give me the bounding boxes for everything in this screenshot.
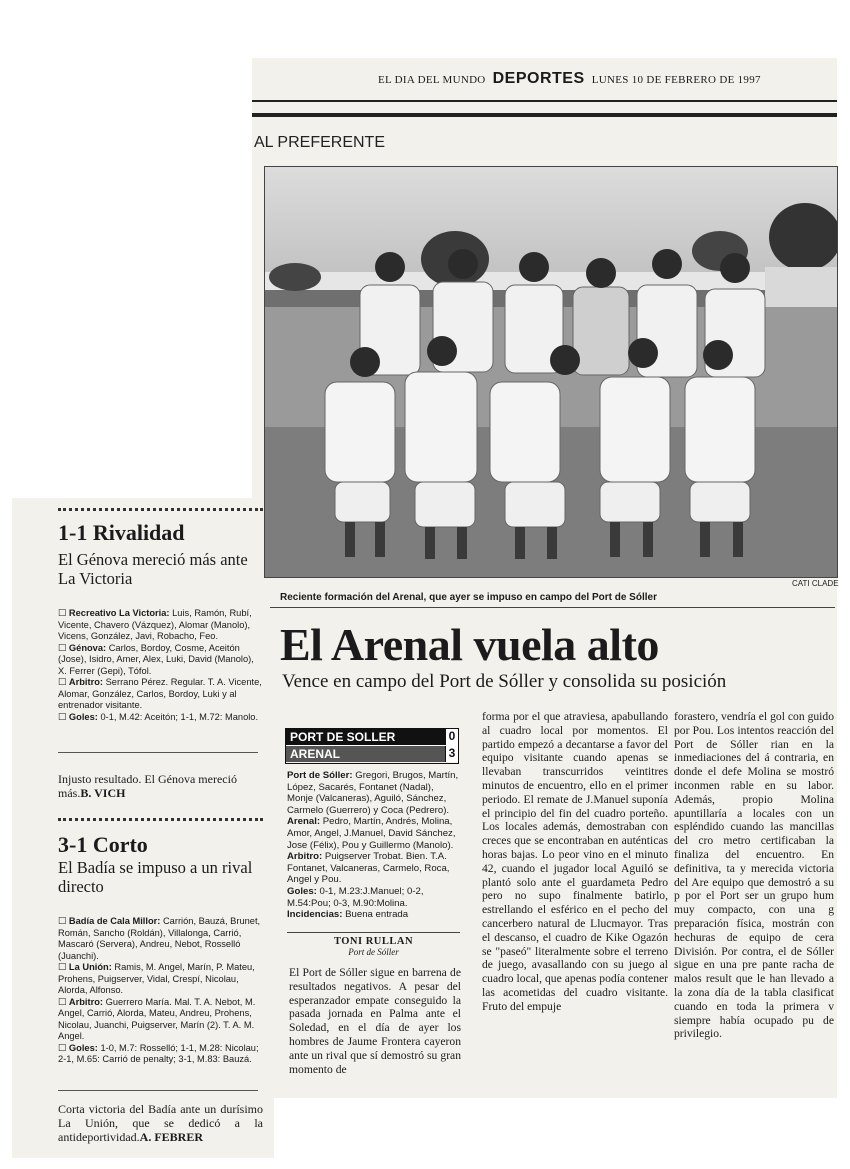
match1-author: B. VICH bbox=[80, 786, 126, 800]
paper-name: EL DIA DEL MUNDO bbox=[378, 74, 486, 86]
match-lineups bbox=[287, 770, 460, 921]
body-column-1: El Port de Sóller sigue en barrena de resultados negativos. A pesar del esperanzador empate conseguido la pasada jornada en Palma ante el Soledad, en el día de ayer los hombres de Jaume Frontera cayeron ante un rival que sí demostró su gran momento de bbox=[289, 966, 461, 1076]
incidents-line: Incidencias: Buena entrada bbox=[287, 909, 409, 921]
sidebar-rule bbox=[58, 752, 258, 753]
match1-line: ☐ Recreativo La Victoria: Luis, Ramón, Rubí, Vicente, Chavero (Vázquez), Alomar (Manolo), Vicens, González, Javi, Robacho, Feo. bbox=[58, 608, 252, 641]
header-thick-rule bbox=[252, 113, 837, 117]
match2-line: ☐ La Unión: Ramis, M. Angel, Marín, P. Mateu, Prohens, Puigserver, Vidal, Crespí, Nicolau, Alorda, Alfonso. bbox=[58, 962, 255, 995]
match1-details bbox=[58, 608, 263, 723]
team-photo bbox=[264, 166, 838, 578]
photo-caption: Reciente formación del Arenal, que ayer se impuso en campo del Port de Sóller bbox=[280, 592, 657, 603]
home-team: PORT DE SOLLER bbox=[290, 730, 396, 744]
photo-credit: CATI CLADE bbox=[792, 579, 839, 588]
home-goals: 0 bbox=[445, 729, 458, 745]
scoreboard-home-row bbox=[286, 729, 458, 745]
byline bbox=[287, 936, 460, 957]
match2-subtitle: El Badía se impuso a un rival directo bbox=[58, 858, 253, 896]
section-kicker: AL PREFERENTE bbox=[254, 134, 385, 151]
subheadline: Vence en campo del Port de Sóller y consolida su posición bbox=[282, 671, 727, 692]
match2-title: 3-1 Corto bbox=[58, 832, 148, 857]
sidebar-rule bbox=[58, 1090, 258, 1091]
away-team: ARENAL bbox=[290, 747, 340, 761]
match1-title: 1-1 Rivalidad bbox=[58, 520, 185, 545]
away-lineup: Arenal: Pedro, Martín, Andrés, Molina, Amor, Angel, J.Manuel, David Sánchez, Jose (Félix), Pou y Guillermo (Manolo). bbox=[287, 816, 456, 851]
author-location: Port de Sóller bbox=[348, 947, 399, 957]
body-column-2: forma por el que atraviesa, apabullando al cuadro local por momentos. El partido empezó a decantarse a favor del equipo visitante cuando apenas se llevaban transcurridos veintitres minutos de encuentro, ello en el primer periodo. El remate de J.Manuel suponía el principio del fin del cuadro porteño. Los locales además, demostraban con creces que se encontraban en auténticas horas bajas. Lo peor vino en el minuto 42, cuando el jugador local Aguiló se plantó solo ante el guardameta Pedro pero no supo finalmente batirlo, estrellando el esférico en el pecho del cancerbero natural de Llucmayor. Tras el descanso, el cuadro de Kike Ogazón se "paseó" literalmente sobre el terreno de juego, avasallando con su juego al cuadro local, que apenas podía contener las acometidas del cuadro visitante. Fruto del empuje bbox=[482, 710, 668, 1013]
dotted-divider bbox=[58, 508, 263, 511]
scoreboard bbox=[285, 728, 459, 764]
match1-line: ☐ Goles: 0-1, M.42: Aceitón; 1-1, M.72: Manolo. bbox=[58, 711, 259, 722]
match2-line: ☐ Goles: 1-0, M.7: Rosselló; 1-1, M.28: Nicolau; 2-1, M.65: Carrió de penalty; 3-1, M.83: Bauzá. bbox=[58, 1042, 259, 1064]
dotted-divider bbox=[58, 818, 263, 821]
team-photo-illustration bbox=[265, 167, 837, 577]
away-goals: 3 bbox=[445, 746, 458, 762]
issue-date: LUNES 10 DE FEBRERO DE 1997 bbox=[591, 74, 761, 86]
match2-author: A. FEBRER bbox=[139, 1130, 203, 1144]
byline-rule bbox=[287, 932, 460, 933]
headline: El Arenal vuela alto bbox=[280, 619, 659, 670]
scoreboard-away-row bbox=[286, 745, 458, 762]
match1-note: Injusto resultado. El Génova mereció más.B. VICH bbox=[58, 772, 237, 800]
referee-line: Arbitro: Puigserver Trobat. Bien. T.A. Fontanet, Valcaneras, Carmelo, Roca, Angel y Pou. bbox=[287, 851, 450, 886]
match1-line: ☐ Génova: Carlos, Bordoy, Cosme, Aceitón (Jose), Isidro, Amer, Alex, Luki, David (Manolo), X. Ferrer (Gepi), Tófol. bbox=[58, 642, 254, 676]
match2-note: Corta victoria del Badía ante un durísimo La Unión, que se dedicó a la antideportividad.A. FEBRER bbox=[58, 1102, 263, 1144]
match1-subtitle: El Génova mereció más ante La Victoria bbox=[58, 550, 248, 588]
goals-line: Goles: 0-1, M.23:J.Manuel; 0-2, M.54:Pou; 0-3, M.90:Molina. bbox=[287, 885, 424, 909]
match2-line: ☐ Arbitro: Guerrero María. Mal. T. A. Nebot, M. Angel, Carrió, Alorda, Mateu, Andreu, Prohens, Nicolau, Juanchi, Puigserver, Marín (2). T. A. M. Angel. bbox=[58, 996, 256, 1041]
body-column-3: forastero, vendría el gol con guido por Pou. Los intentos reacción del Port de Sóller rian en la inmediaciones del á contraria, en donde el defe Molina se mostró inconmen rable en su labor. Además, propio Molina apuntillaría a locales con un espléndido cuando las mancillas del cro metro certificaban la finaliza del encuentro. En definitiva, ta y merecida victoria del Are equipo que demostró a su p por el Port ser un grupo hum muy compacto, con una g preparación física, mostrán con hechuras de equipo de cera División. Por contra, el de Sóller sigue en una pre pante racha de malos result que le han llevado a la zona día de la tabla clasificat cuando en toda la primera v siempre había ocupado pu de privilegio. bbox=[674, 710, 834, 1041]
page-header bbox=[378, 70, 761, 88]
match2-details bbox=[58, 916, 263, 1066]
match2-line: ☐ Badía de Cala Millor: Carrión, Bauzá, Brunet, Román, Sancho (Roldán), Villalonga, Carrió, Mascaró (Servera), Andreu, Nebot, Rosselló (Juanchi). bbox=[58, 916, 261, 961]
section-name: DEPORTES bbox=[492, 70, 585, 87]
caption-rule bbox=[270, 607, 835, 608]
header-rule bbox=[252, 100, 837, 102]
author-name: TONI RULLAN bbox=[333, 936, 414, 947]
match1-line: ☐ Arbitro: Serrano Pérez. Regular. T. A. Vicente, Alomar, González, Carlos, Bordoy, Luki y al entrenador visitante. bbox=[58, 677, 262, 710]
home-lineup: Port de Sóller: Gregori, Brugos, Martín, López, Sacarés, Fontanet (Nadal), Monje (Valcaneras), Aguiló, Sánchez, Carmelo (Guerrero) y Coca (Pedrero). bbox=[287, 770, 459, 816]
